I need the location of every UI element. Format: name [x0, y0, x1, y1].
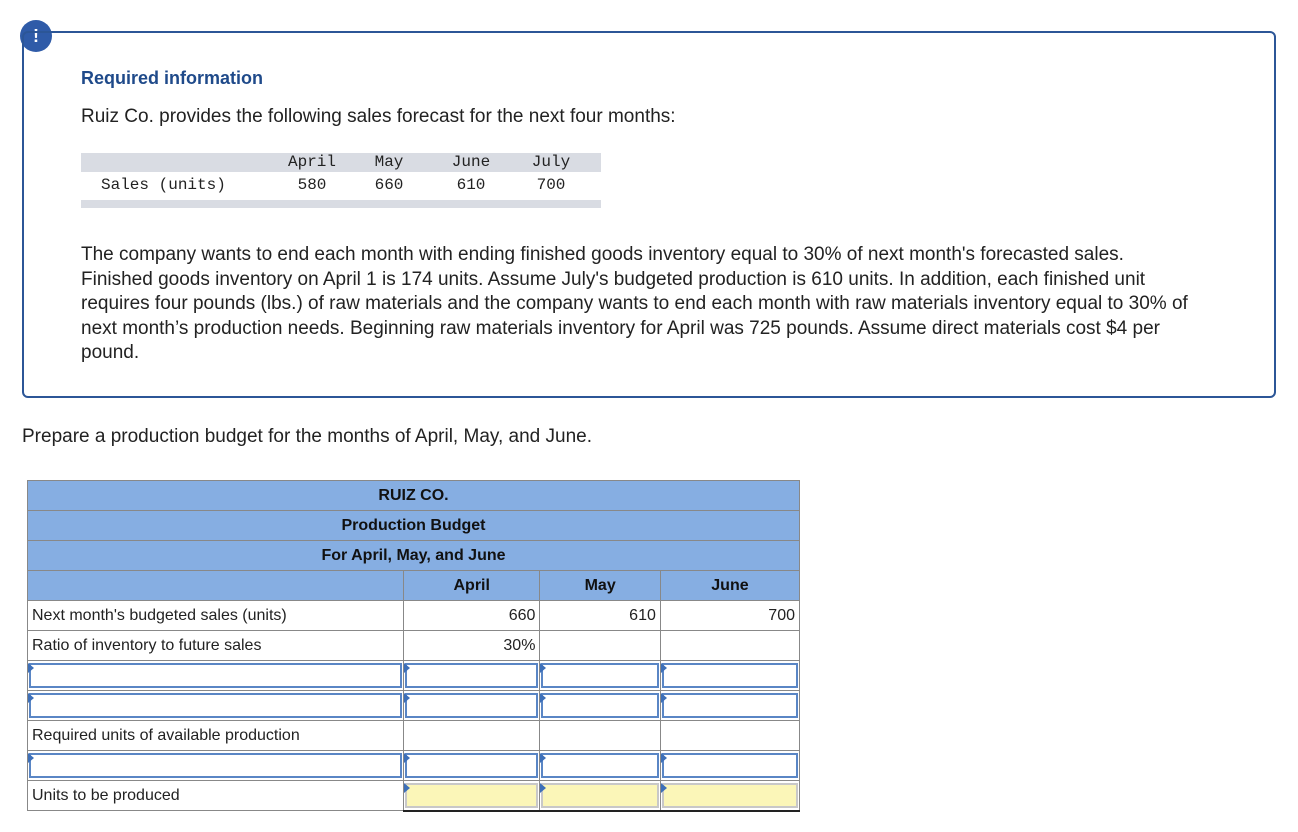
- column-header-june: June: [660, 571, 799, 601]
- input-may-row4[interactable]: [540, 691, 660, 721]
- table-row: [28, 721, 800, 751]
- cell-june-ratio: [660, 631, 799, 661]
- table-row: [28, 691, 800, 721]
- forecast-value-may: 660: [374, 176, 404, 194]
- input-may-row3[interactable]: [540, 661, 660, 691]
- dropdown-marker-icon: [404, 663, 410, 673]
- dropdown-marker-icon: [661, 783, 667, 793]
- dropdown-marker-icon: [28, 693, 34, 703]
- dropdown-marker-icon: [404, 783, 410, 793]
- row-label-input-3[interactable]: [28, 751, 404, 781]
- row-label-input-1[interactable]: [28, 661, 404, 691]
- input-june-row4[interactable]: [660, 691, 799, 721]
- budget-corner: [28, 571, 404, 601]
- dropdown-marker-icon: [404, 753, 410, 763]
- dropdown-marker-icon: [28, 663, 34, 673]
- dropdown-marker-icon: [540, 693, 546, 703]
- dropdown-marker-icon: [540, 663, 546, 673]
- forecast-row-label: Sales (units): [101, 176, 226, 194]
- production-budget-table: [27, 480, 800, 812]
- cell-may-sales: 610: [540, 601, 660, 631]
- alert-icon: !: [20, 20, 52, 52]
- question-prompt: Prepare a production budget for the months of April, May, and June.: [22, 426, 592, 447]
- cell-april-required: [404, 721, 540, 751]
- forecast-month-may: May: [374, 153, 404, 171]
- cell-april-ratio: 30%: [404, 631, 540, 661]
- dropdown-marker-icon: [404, 693, 410, 703]
- input-may-row6[interactable]: [540, 751, 660, 781]
- input-june-row6[interactable]: [660, 751, 799, 781]
- input-june-row3[interactable]: [660, 661, 799, 691]
- forecast-footer-band: [81, 200, 601, 208]
- row-label-input-2[interactable]: [28, 691, 404, 721]
- input-june-units-produced[interactable]: [660, 781, 799, 811]
- dropdown-marker-icon: [540, 783, 546, 793]
- forecast-month-april: April: [287, 153, 336, 171]
- column-header-may: May: [540, 571, 660, 601]
- table-row: [28, 601, 800, 631]
- row-label-ratio: Ratio of inventory to future sales: [28, 631, 404, 661]
- dropdown-marker-icon: [661, 663, 667, 673]
- dropdown-marker-icon: [28, 753, 34, 763]
- info-title: Required information: [81, 68, 264, 88]
- cell-may-required: [540, 721, 660, 751]
- cell-june-required: [660, 721, 799, 751]
- row-label-next-month-sales: Next month's budgeted sales (units): [28, 601, 404, 631]
- input-april-row4[interactable]: [404, 691, 540, 721]
- required-info-panel: [22, 31, 1276, 398]
- budget-period: For April, May, and June: [28, 541, 800, 571]
- forecast-month-july: July: [531, 153, 571, 171]
- cell-april-sales: 660: [404, 601, 540, 631]
- dropdown-marker-icon: [661, 693, 667, 703]
- table-row: [28, 781, 800, 811]
- input-may-units-produced[interactable]: [540, 781, 660, 811]
- row-label-required-units: Required units of available production: [28, 721, 404, 751]
- forecast-value-april: 580: [297, 176, 327, 194]
- budget-company: RUIZ CO.: [28, 481, 800, 511]
- table-row: [28, 751, 800, 781]
- input-april-units-produced[interactable]: [404, 781, 540, 811]
- forecast-value-june: 610: [456, 176, 486, 194]
- column-header-april: April: [404, 571, 540, 601]
- forecast-month-june: June: [451, 153, 491, 171]
- info-paragraph: The company wants to end each month with ending finished goods inventory equal to 30% of next month's forecasted sales. Finished goods inventory on April 1 is 174 units. Assume July's budgeted production is 610 units. In addition, each finished unit requires four pounds (lbs.) of raw materials and the company wants to end each month with raw materials inventory equal to 30% of next month’s production needs. Beginning raw materials inventory for April was 725 pounds. Assume direct materials cost $4 per pound.: [81, 244, 1188, 363]
- cell-june-sales: 700: [660, 601, 799, 631]
- budget-title: Production Budget: [28, 511, 800, 541]
- table-row: [28, 661, 800, 691]
- row-label-units-produced: Units to be produced: [28, 781, 404, 811]
- forecast-value-july: 700: [536, 176, 566, 194]
- input-april-row6[interactable]: [404, 751, 540, 781]
- dropdown-marker-icon: [540, 753, 546, 763]
- dropdown-marker-icon: [661, 753, 667, 763]
- input-april-row3[interactable]: [404, 661, 540, 691]
- info-intro: Ruiz Co. provides the following sales forecast for the next four months:: [81, 106, 676, 127]
- cell-may-ratio: [540, 631, 660, 661]
- table-row: [28, 631, 800, 661]
